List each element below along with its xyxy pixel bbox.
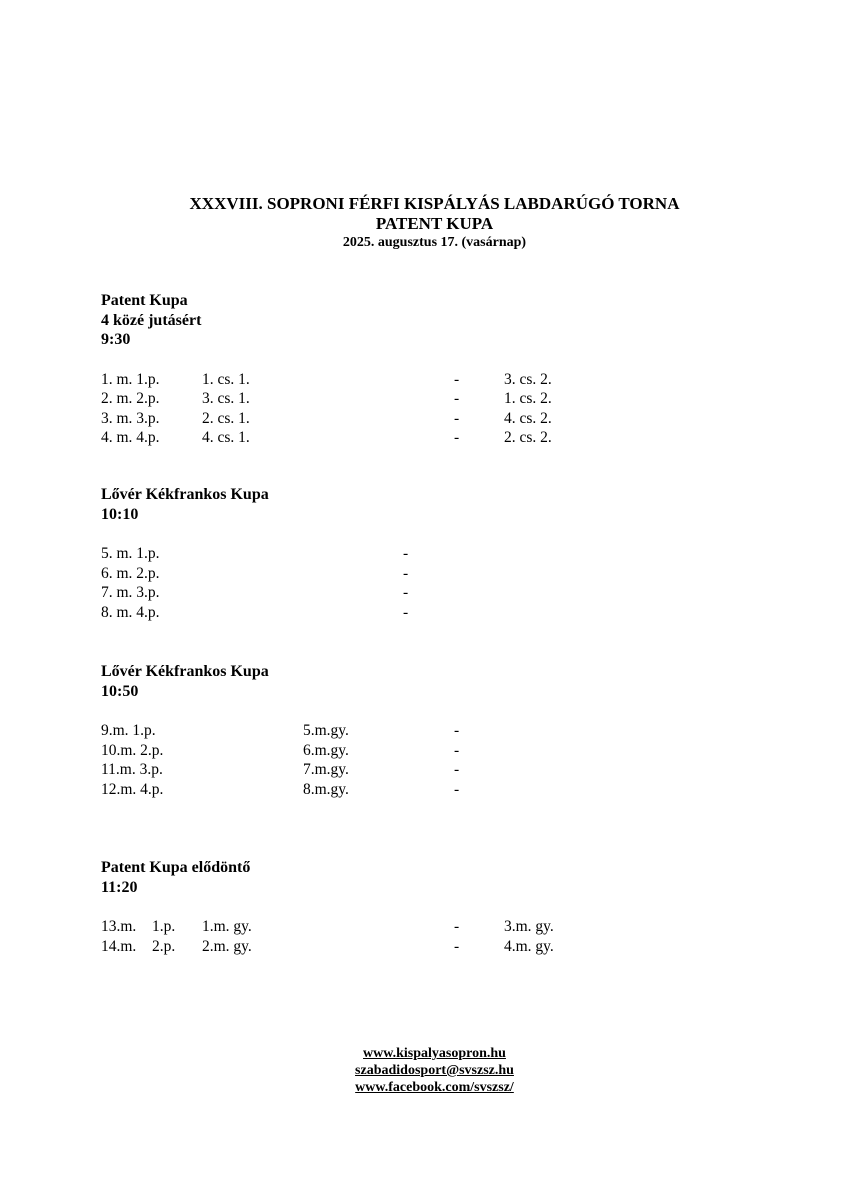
match-home: 7.m.gy. (303, 761, 349, 778)
match-id: 14.m. (101, 937, 137, 955)
match-row (101, 760, 801, 780)
match-list (101, 917, 801, 956)
match-id: 1. m. 1.p. (101, 370, 160, 388)
match-home: 3. cs. 1. (202, 390, 250, 407)
match-id: 4. m. 4.p. (101, 429, 160, 446)
match-row (101, 564, 801, 584)
match-row (101, 937, 801, 957)
match-row (101, 917, 801, 937)
match-id: 2. m. 2.p. (101, 390, 160, 407)
match-separator: - (454, 370, 460, 388)
document-header (0, 194, 849, 252)
match-separator: - (454, 918, 460, 935)
cup-title: PATENT KUPA (375, 214, 494, 233)
match-home: 5.m.gy. (303, 722, 349, 739)
match-away: 1. cs. 2. (504, 390, 552, 407)
match-home: 2. cs. 1. (202, 409, 250, 427)
match-home: 4. cs. 1. (202, 429, 250, 446)
section-time: 10:10 (101, 505, 139, 523)
match-separator: - (454, 722, 460, 739)
section-lover-kekfrankos-kupa-1010 (101, 485, 801, 622)
match-id: 8. m. 4.p. (101, 603, 160, 621)
facebook-link[interactable]: www.facebook.com/svszsz/ (355, 1080, 514, 1095)
match-id: 9.m. 1.p. (101, 722, 156, 739)
match-id: 13.m. (101, 918, 137, 935)
section-time: 11:20 (101, 878, 138, 896)
match-id: 11.m. 3.p. (101, 761, 163, 778)
match-home: 6.m.gy. (303, 741, 349, 759)
match-away: 4. cs. 2. (504, 409, 552, 427)
match-separator: - (403, 584, 409, 601)
match-separator: - (403, 564, 409, 582)
match-home: 8.m.gy. (303, 780, 349, 798)
section-patent-kupa-quarterfinals (101, 291, 801, 448)
match-list (101, 370, 801, 448)
section-patent-kupa-semifinal (101, 858, 801, 956)
match-id: 7. m. 3.p. (101, 584, 160, 601)
match-row (101, 389, 801, 409)
match-id: 6. m. 2.p. (101, 564, 160, 582)
match-away: 4.m. gy. (504, 937, 554, 955)
section-title: Patent Kupa elődöntő (101, 859, 251, 876)
match-row (101, 780, 801, 800)
match-id: 5. m. 1.p. (101, 545, 160, 562)
match-row (101, 721, 801, 741)
match-row (101, 603, 801, 623)
match-row (101, 583, 801, 603)
match-row (101, 409, 801, 429)
match-separator: - (454, 761, 460, 778)
match-separator: - (403, 545, 409, 562)
match-separator: - (454, 937, 460, 955)
match-pitch: 1.p. (152, 918, 176, 935)
section-title: Patent Kupa (101, 292, 188, 309)
section-time: 9:30 (101, 331, 131, 348)
section-lover-kekfrankos-kupa-1050 (101, 662, 801, 799)
match-separator: - (403, 603, 409, 621)
match-home: 1. cs. 1. (202, 370, 250, 388)
tournament-title: XXXVIII. SOPRONI FÉRFI KISPÁLYÁS LABDARÚGÓ TORNA (189, 194, 680, 213)
match-home: 1.m. gy. (202, 918, 252, 935)
match-away: 2. cs. 2. (504, 429, 552, 446)
website-link[interactable]: www.kispalyasopron.hu (363, 1046, 506, 1061)
document-footer (0, 1045, 849, 1096)
match-id: 3. m. 3.p. (101, 409, 160, 427)
section-title: Lővér Kékfrankos Kupa (101, 486, 269, 503)
match-list (101, 721, 801, 799)
match-row (101, 428, 801, 448)
match-home: 2.m. gy. (202, 937, 252, 955)
event-date: 2025. augusztus 17. (vasárnap) (342, 235, 527, 250)
match-away: 3. cs. 2. (504, 370, 552, 388)
match-separator: - (454, 390, 460, 407)
match-row (101, 370, 801, 390)
match-separator: - (454, 409, 460, 427)
section-subtitle: 4 közé jutásért (101, 311, 202, 329)
match-separator: - (454, 429, 460, 446)
match-id: 10.m. 2.p. (101, 741, 164, 759)
section-time: 10:50 (101, 682, 139, 700)
match-pitch: 2.p. (152, 937, 176, 955)
section-title: Lővér Kékfrankos Kupa (101, 663, 269, 680)
match-away: 3.m. gy. (504, 918, 554, 935)
match-separator: - (454, 780, 460, 798)
match-row (101, 741, 801, 761)
email-link[interactable]: szabadidosport@svszsz.hu (355, 1063, 514, 1078)
match-row (101, 544, 801, 564)
match-separator: - (454, 741, 460, 759)
match-id: 12.m. 4.p. (101, 780, 164, 798)
match-list (101, 544, 801, 622)
